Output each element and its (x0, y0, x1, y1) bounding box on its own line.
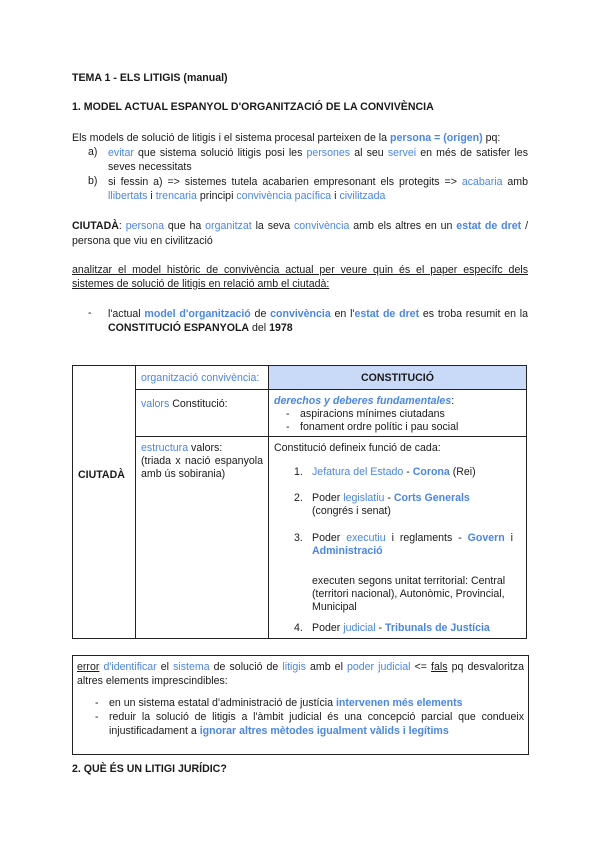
text: de (250, 308, 271, 320)
intro-text: Els models de solució de litigis i el sistema procesal parteixen de la (72, 132, 390, 144)
word-estat-de-dret: estat de dret (354, 308, 420, 320)
funcions-list (274, 455, 521, 635)
error-box (72, 655, 529, 755)
word-corts-generals: Corts Generals (393, 492, 470, 504)
text: <= (410, 661, 432, 673)
word-constitucio-espanyola: CONSTITUCIÓ ESPANYOLA (108, 322, 250, 334)
word-convivencia-pacifica: convivència pacífica (236, 190, 332, 202)
word-estat-de-dret: estat de dret (456, 220, 522, 232)
text: - (384, 492, 394, 504)
text: amb el (305, 661, 347, 673)
word-convivencia: convivència (293, 220, 350, 232)
word-organitzat: organitzat (205, 220, 252, 232)
item-a-marker: a) (88, 146, 98, 158)
word-acabaria: acabaria (461, 176, 503, 188)
text: Poder (312, 492, 344, 504)
text: si fessin a) => sistemes tutela acabarien empresonant els protegits => (108, 176, 462, 188)
word-model-organitzacio: model d'organització (144, 308, 251, 320)
word-judicial: judicial (343, 622, 376, 634)
text: el (156, 661, 174, 673)
funcions-cell (269, 437, 527, 639)
item-number: 2. (294, 492, 303, 504)
word-legislatiu: legislatiu (343, 492, 385, 504)
text: i (331, 190, 340, 202)
item-b-marker: b) (88, 175, 98, 187)
table-row-valors (73, 390, 527, 437)
funcions-intro: Constitució defineix funció de cada: (274, 442, 441, 454)
text: de solució de (209, 661, 283, 673)
word-administracio: Administració (312, 545, 383, 557)
text: Constitució: (169, 398, 228, 410)
text: que sistema solució litigis posi les (133, 147, 307, 159)
word-poder-judicial: poder judicial (346, 661, 411, 673)
text: - (375, 622, 386, 634)
word-executiu: executiu (346, 532, 386, 544)
bullet-marker: - (88, 307, 92, 319)
item-a-text (108, 146, 528, 174)
word-persones: persones (306, 147, 351, 159)
item-number: 4. (294, 622, 303, 634)
text: : (118, 220, 126, 232)
word-identificar: d'identificar (103, 661, 157, 673)
word-civilitzada: civilitzada (339, 190, 386, 202)
text: amb (502, 176, 528, 188)
list-item: - aspiracions mínimes ciutadans (284, 408, 521, 421)
section-1-heading: 1. MODEL ACTUAL ESPANYOL D'ORGANITZACIÓ DE LA CONVIVÈNCIA (72, 101, 434, 113)
valors-cell (136, 390, 269, 437)
intro-paragraph (72, 131, 528, 145)
text: Poder (312, 532, 347, 544)
table-row-estructura (73, 437, 527, 639)
document-title: TEMA 1 - ELS LITIGIS (manual) (72, 72, 228, 84)
text: al seu (350, 147, 388, 159)
text: i reglaments - (385, 532, 468, 544)
intro-text-end: pq: (482, 132, 501, 144)
word-govern: Govern (467, 532, 505, 544)
word-convivencia: convivència (270, 308, 331, 320)
funcio-executiu (312, 532, 513, 558)
word-llibertats: llibertats (108, 190, 148, 202)
highlight-ignorar: ignorar altres mètodes igualment vàlids i legítims (199, 725, 449, 737)
text: amb els altres en un (349, 220, 457, 232)
word-valors: valors (141, 398, 170, 410)
text: (congrés i senat) (312, 505, 391, 517)
text: principi (196, 190, 237, 202)
drets-list (284, 408, 521, 434)
item-number: 1. (294, 466, 303, 478)
list-item (93, 696, 524, 710)
text: / persona que viu en civilització (72, 220, 529, 247)
word-persona: persona (125, 220, 165, 232)
section-2-heading: 2. QUÈ ÉS UN LITIGI JURÍDIC? (72, 763, 227, 775)
text: del (249, 322, 270, 334)
ciutada-label: CIUTADÀ (72, 220, 119, 232)
funcio-legislatiu (312, 492, 512, 518)
table-header-row (73, 366, 527, 390)
item-b-text (108, 175, 528, 203)
list-item (93, 710, 524, 738)
text: - (403, 466, 413, 478)
estructura-cell (136, 437, 269, 639)
text: es troba resumit en la (419, 308, 529, 320)
word-trencaria: trencaria (155, 190, 197, 202)
drets-cell (269, 390, 527, 437)
word-fals: fals (431, 661, 448, 673)
header-left-cell (136, 366, 269, 390)
analyze-paragraph: analitzar el model històric de convivència actual per veure quin és el paper específc dels sistemes de solució de litigis en relació amb el ciutadà: (72, 264, 528, 290)
constitution-table (72, 365, 527, 639)
highlight-intervenen: intervenen més elements (335, 697, 463, 709)
funcio-corona (312, 466, 476, 479)
word-evitar: evitar (108, 147, 134, 159)
word-estructura: estructura (141, 442, 189, 454)
word-error: error (77, 661, 100, 673)
text: en un sistema estatal d'administració de justícia (109, 697, 336, 709)
text: pq desvaloritza altres elements imprescindibles: (77, 661, 524, 687)
funcio-judicial (312, 622, 490, 635)
item-number: 3. (294, 532, 303, 544)
text: valors: (188, 442, 223, 454)
text: i (147, 190, 156, 202)
ciutada-definition (72, 219, 528, 249)
word-1978: 1978 (269, 322, 293, 334)
list-item: - fonament ordre polític i pau social (284, 421, 521, 434)
text: l'actual (108, 308, 145, 320)
error-list (93, 696, 524, 738)
word-tribunals: Tribunals de Justícia (385, 622, 490, 634)
text: en l' (330, 308, 355, 320)
constitution-bullet (108, 307, 528, 335)
text: la seva (251, 220, 294, 232)
persona-origen-highlight: persona = (origen) (389, 132, 483, 144)
word-sistema: sistema (173, 661, 210, 673)
estructura-note: (triada x nació espanyola amb ús sobirania) (141, 455, 263, 480)
header-constitucio: CONSTITUCIÓ (361, 371, 434, 384)
text: en més de satisfer les seves necessitats (108, 147, 528, 173)
word-corona: Corona (412, 466, 450, 478)
word-litigis: litigis (282, 661, 306, 673)
text: reduir la solució de litigis a l'àmbit judicial és una concepció parcial que condueix injustificadament a (109, 711, 524, 737)
error-paragraph (77, 660, 524, 688)
text: que ha (164, 220, 206, 232)
text: : (451, 395, 455, 407)
executen-note: executen segons unitat territorial: Central (territori nacional), Autonòmic, Provincial, Municipal (312, 575, 506, 613)
text: (Rei) (449, 466, 476, 478)
text: Poder (312, 622, 344, 634)
text: i (504, 532, 514, 544)
word-jefatura: Jefatura del Estado (312, 466, 404, 478)
header-right-cell (269, 366, 527, 390)
derechos-deberes-title: derechos y deberes fundamentales (274, 395, 452, 407)
ciutada-cell (73, 366, 136, 639)
header-left-label: organització convivència: (141, 371, 260, 384)
ciutada-row-label: CIUTADÀ (78, 469, 125, 481)
word-servei: servei (387, 147, 417, 159)
